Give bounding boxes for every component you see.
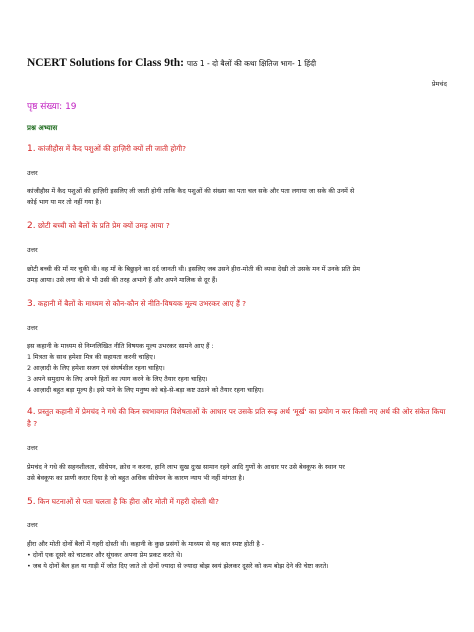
question-text: किन घटनाओं से पता चलता है कि हीरा और मोती में गहरी दोस्ती थी? — [37, 497, 219, 506]
question-text: कहानी में बैलों के माध्यम से कौन-कौन से नीति-विषयक मूल्य उभरकर आए हैं ? — [37, 299, 247, 308]
answer-line: 3 अपने समुदाय के लिए अपने हितों का त्याग करने के लिए तैयार रहना चाहिए। — [27, 375, 208, 383]
answer-line: प्रेमचंद ने गधे की सहनशीलता, सीधेपन, क्रोध न करना, हानि लाभ सुख दुःख सामान रहने आदि गुणों के आधार पर उसे बेवकूफ के स्थान पर — [27, 463, 345, 471]
answer-line: उमड़ आया। उसे लगा की वे भी उसी की तरह अभागे हैं और अपने मालिक से दूर हैं। — [27, 276, 218, 284]
question-5 — [27, 496, 447, 508]
answer-5 — [27, 539, 452, 572]
answer-3 — [27, 341, 452, 396]
question-1 — [27, 143, 447, 155]
question-number: 2. — [27, 221, 36, 231]
answer-line: 4 आज़ादी बहुत बड़ा मूल्य है। इसे पाने के लिए मनुष्य को बड़े-से-बड़ा कष्ट उठाने को तैयार रहना चाहिए। — [27, 386, 264, 394]
title-hindi: पाठ 1 - दो बैलों की कथा क्षितिज भाग- 1 हिंदी — [186, 59, 317, 68]
question-3 — [27, 298, 447, 310]
title-english: NCERT Solutions for Class 9th: — [27, 57, 185, 69]
answer-label: उत्तर — [27, 521, 38, 529]
answer-line: कांजीहौस में कैद पशुओं की हाज़िरी इसलिए ली जाती होगी ताकि कैद पशुओं की संख्या का पता चल सके और पता लगाया जा सके की उनमें से — [27, 187, 355, 195]
answer-line: कोई भाग या मर तो नहीं गया है। — [27, 198, 102, 206]
answer-line: 2 आज़ादी के लिए हमेशा सजग एवं संघर्षशील रहना चाहिए। — [27, 364, 165, 372]
question-4 — [27, 406, 447, 429]
answer-line: उसे बेवकूफ का प्राणी करार दिया है जो बहुत अधिक सीधेपन के कारण न्याय भी नहीं मांगता है। — [27, 474, 245, 482]
question-text: कांजीहौस में कैद पशुओं की हाज़िरी क्यों ली जाती होगी? — [37, 144, 186, 153]
answer-line: हीरा और मोती दोनों बैलों में गहरी दोस्ती थी। कहानी के कुछ प्रसंगों के माध्यम से यह बात स्पष्ट होती है - — [27, 540, 265, 548]
answer-label: उत्तर — [27, 444, 38, 452]
page-number: पृष्ठ संख्या: 19 — [27, 102, 77, 112]
answer-2 — [27, 264, 452, 286]
question-text: छोटी बच्ची को बैलों के प्रति प्रेम क्यों उमड़ आया ? — [37, 221, 170, 230]
question-number: 4. — [27, 407, 36, 417]
answer-4 — [27, 462, 452, 484]
exercise-heading: प्रश्न अभ्यास — [27, 124, 58, 132]
answer-1 — [27, 186, 452, 208]
document-title — [27, 57, 316, 69]
question-number: 5. — [27, 497, 36, 507]
answer-label: उत्तर — [27, 324, 38, 332]
answer-line: 1 मित्रता के साथ हमेशा मित्र की सहायता करनी चाहिए। — [27, 353, 156, 361]
answer-label: उत्तर — [27, 169, 38, 177]
answer-line: छोटी बच्ची की माँ मर चुकी थी। वह माँ के बिछुड़ने का दर्द जानती थी। इसलिए जब उसने हीरा-मोती की व्यथा देखी तो उसके मन में उनके प्रति प्रेम — [27, 265, 360, 273]
answer-label: उत्तर — [27, 246, 38, 254]
answer-line: • दोनों एक दूसरे को चाटकर और सूंघकर अपना प्रेम प्रकट करते थे। — [27, 551, 183, 559]
author-name: प्रेमचंद — [431, 80, 447, 88]
question-2 — [27, 220, 447, 232]
answer-line: इस कहानी के माध्यम से निम्नलिखित नीति विषयक मूल्य उभरकर सामने आए हैं : — [27, 342, 214, 350]
question-number: 3. — [27, 299, 36, 309]
question-number: 1. — [27, 144, 36, 154]
question-text: प्रस्तुत कहानी में प्रेमचंद ने गधे की किन स्वभावगत विशेषताओं के आधार पर उसके प्रति रूढ़ अर्थ 'मूर्ख' का प्रयोग न कर किसी नए अर्थ की ओर संकेत किया है ? — [27, 407, 446, 428]
answer-line: • जब ये दोनों बैल हल या गाड़ी में जोत दिए जाते तो दोनों ज्यादा से ज्यादा बोझ स्वयं झेलकर दूसरे को कम बोझ देने की चेष्टा करते। — [27, 562, 329, 570]
